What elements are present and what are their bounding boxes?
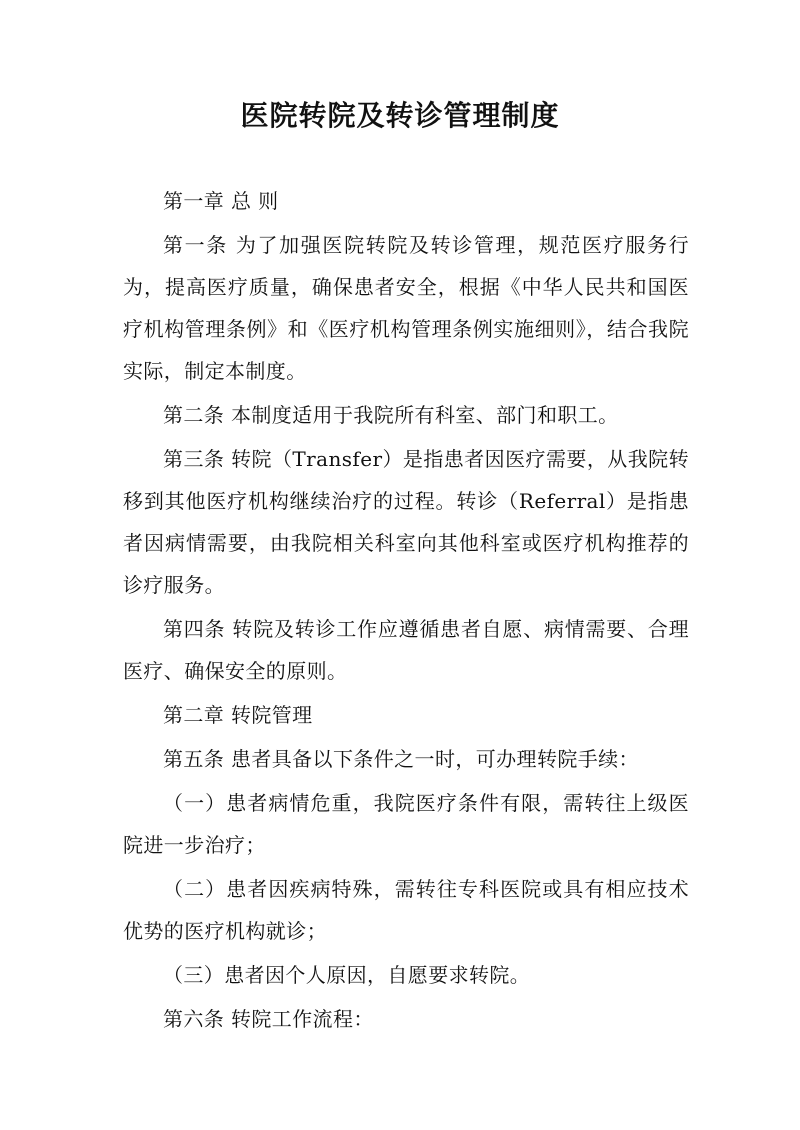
article-6: 第六条 转院工作流程： <box>163 1007 374 1031</box>
article-5-item-2: （二）患者因疾病特殊，需转往专科医院或具有相应技术优势的医疗机构就诊； <box>123 877 689 943</box>
document-body <box>123 180 689 1042</box>
chapter-heading-1: 第一章 总 则 <box>163 189 279 213</box>
article-3: 第三条 转院（Transfer）是指患者因医疗需要，从我院转移到其他医疗机构继续治疗的过程。转诊（Referral）是指患者因病情需要，由我院相关科室向其他科室或医疗机构推荐的诊疗服务。 <box>123 447 689 597</box>
article-5-item-3: （三）患者因个人原因，自愿要求转院。 <box>163 963 531 987</box>
article-5-item-1: （一）患者病情危重，我院医疗条件有限，需转往上级医院进一步治疗； <box>123 791 689 857</box>
article-2: 第二条 本制度适用于我院所有科室、部门和职工。 <box>163 403 619 427</box>
article-5: 第五条 患者具备以下条件之一时，可办理转院手续： <box>163 747 639 771</box>
chapter-heading-2: 第二章 转院管理 <box>163 703 313 727</box>
article-4: 第四条 转院及转诊工作应遵循患者自愿、病情需要、合理医疗、确保安全的原则。 <box>123 617 689 683</box>
article-1: 第一条 为了加强医院转院及转诊管理，规范医疗服务行为，提高医疗质量，确保患者安全，根据《中华人民共和国医疗机构管理条例》和《医疗机构管理条例实施细则》，结合我院实际，制定本制度。 <box>123 233 689 383</box>
document-title: 医院转院及转诊管理制度 <box>240 99 560 132</box>
